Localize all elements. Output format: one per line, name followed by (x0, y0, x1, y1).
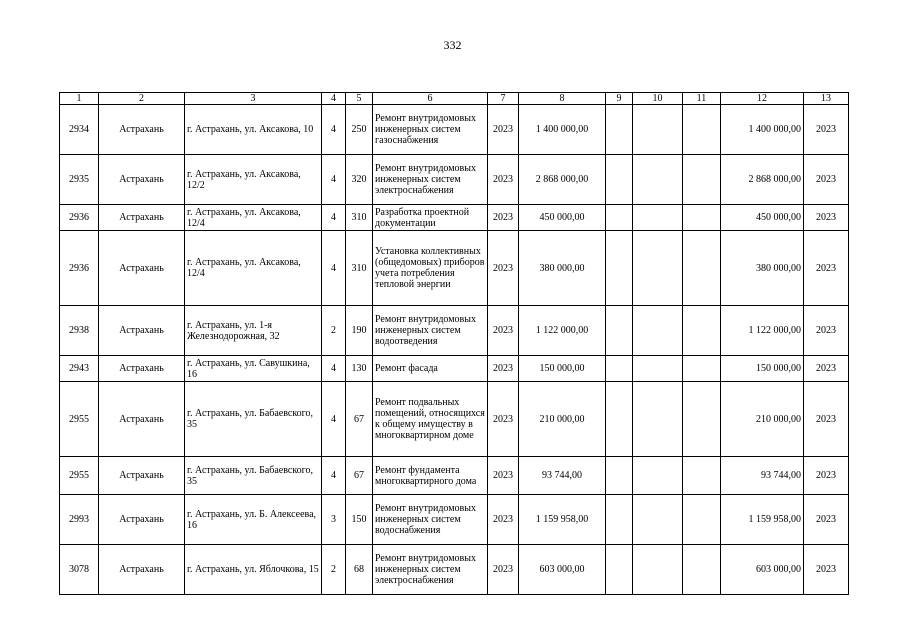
cell-address: г. Астрахань, ул. 1-я Железнодорожная, 32 (185, 306, 322, 356)
page-number: 332 (443, 38, 462, 52)
table-row (60, 382, 849, 457)
col-header: 12 (721, 93, 804, 105)
col-header: 8 (519, 93, 606, 105)
cell-city: Астрахань (99, 545, 185, 595)
cell-city: Астрахань (99, 155, 185, 205)
cell-address: г. Астрахань, ул. Савушкина, 16 (185, 356, 322, 382)
cell-address: г. Астрахань, ул. Аксакова, 12/4 (185, 205, 322, 231)
cell-col10 (633, 495, 683, 545)
cell-col12-cost: 150 000,00 (721, 356, 804, 382)
cell-year: 2023 (488, 356, 519, 382)
cell-col9 (606, 205, 633, 231)
table-row (60, 457, 849, 495)
cell-total-cost: 1 400 000,00 (519, 105, 606, 155)
cell-col12-cost: 1 400 000,00 (721, 105, 804, 155)
col-header: 2 (99, 93, 185, 105)
cell-work-type: Ремонт внутридомовых инженерных систем электроснабжения (373, 155, 488, 205)
cell-total-cost: 603 000,00 (519, 545, 606, 595)
table-row (60, 545, 849, 595)
cell-col11 (683, 356, 721, 382)
cell-col13-year: 2023 (804, 155, 849, 205)
cell-year: 2023 (488, 231, 519, 306)
cell-col11 (683, 495, 721, 545)
cell-address: г. Астрахань, ул. Яблочкова, 15 (185, 545, 322, 595)
cell-col5: 130 (346, 356, 373, 382)
cell-col11 (683, 231, 721, 306)
col-header: 1 (60, 93, 99, 105)
cell-total-cost: 380 000,00 (519, 231, 606, 306)
cell-col12-cost: 210 000,00 (721, 382, 804, 457)
cell-col10 (633, 231, 683, 306)
cell-col4: 4 (322, 356, 346, 382)
cell-col4: 4 (322, 457, 346, 495)
cell-col11 (683, 457, 721, 495)
cell-col4: 4 (322, 205, 346, 231)
col-header: 10 (633, 93, 683, 105)
cell-col9 (606, 231, 633, 306)
cell-col13-year: 2023 (804, 382, 849, 457)
column-number-row (60, 93, 849, 105)
col-header: 11 (683, 93, 721, 105)
capital-repair-table (59, 92, 849, 595)
cell-total-cost: 1 122 000,00 (519, 306, 606, 356)
cell-col13-year: 2023 (804, 545, 849, 595)
cell-year: 2023 (488, 155, 519, 205)
table-row (60, 155, 849, 205)
cell-id: 2934 (60, 105, 99, 155)
cell-year: 2023 (488, 382, 519, 457)
cell-col5: 310 (346, 205, 373, 231)
cell-col12-cost: 380 000,00 (721, 231, 804, 306)
cell-col10 (633, 356, 683, 382)
cell-col11 (683, 205, 721, 231)
cell-col10 (633, 457, 683, 495)
cell-col10 (633, 306, 683, 356)
cell-col9 (606, 155, 633, 205)
cell-col9 (606, 306, 633, 356)
cell-col13-year: 2023 (804, 231, 849, 306)
cell-work-type: Ремонт внутридомовых инженерных систем газоснабжения (373, 105, 488, 155)
col-header: 7 (488, 93, 519, 105)
table-row (60, 205, 849, 231)
cell-work-type: Ремонт фасада (373, 356, 488, 382)
cell-year: 2023 (488, 306, 519, 356)
cell-col4: 3 (322, 495, 346, 545)
cell-city: Астрахань (99, 382, 185, 457)
col-header: 3 (185, 93, 322, 105)
cell-col13-year: 2023 (804, 495, 849, 545)
cell-col5: 67 (346, 382, 373, 457)
cell-total-cost: 150 000,00 (519, 356, 606, 382)
cell-total-cost: 210 000,00 (519, 382, 606, 457)
cell-id: 2955 (60, 457, 99, 495)
cell-col4: 2 (322, 545, 346, 595)
cell-col9 (606, 105, 633, 155)
cell-id: 2993 (60, 495, 99, 545)
cell-col12-cost: 2 868 000,00 (721, 155, 804, 205)
cell-city: Астрахань (99, 205, 185, 231)
cell-work-type: Разработка проектной документации (373, 205, 488, 231)
cell-col5: 310 (346, 231, 373, 306)
cell-col11 (683, 545, 721, 595)
cell-id: 2936 (60, 231, 99, 306)
col-header: 6 (373, 93, 488, 105)
cell-work-type: Установка коллективных (общедомовых) приборов учета потребления тепловой энергии (373, 231, 488, 306)
cell-col13-year: 2023 (804, 105, 849, 155)
cell-city: Астрахань (99, 457, 185, 495)
cell-col5: 250 (346, 105, 373, 155)
cell-city: Астрахань (99, 495, 185, 545)
table-row (60, 105, 849, 155)
table-row (60, 495, 849, 545)
cell-col13-year: 2023 (804, 306, 849, 356)
cell-col5: 68 (346, 545, 373, 595)
table-row (60, 231, 849, 306)
table-body (60, 105, 849, 595)
cell-city: Астрахань (99, 306, 185, 356)
cell-year: 2023 (488, 495, 519, 545)
cell-col11 (683, 105, 721, 155)
cell-work-type: Ремонт внутридомовых инженерных систем электроснабжения (373, 545, 488, 595)
cell-total-cost: 2 868 000,00 (519, 155, 606, 205)
cell-year: 2023 (488, 545, 519, 595)
cell-col9 (606, 356, 633, 382)
cell-col12-cost: 603 000,00 (721, 545, 804, 595)
table-row (60, 356, 849, 382)
cell-col13-year: 2023 (804, 457, 849, 495)
cell-total-cost: 93 744,00 (519, 457, 606, 495)
cell-city: Астрахань (99, 356, 185, 382)
cell-col12-cost: 1 159 958,00 (721, 495, 804, 545)
cell-work-type: Ремонт фундамента многоквартирного дома (373, 457, 488, 495)
cell-col4: 4 (322, 382, 346, 457)
cell-col10 (633, 155, 683, 205)
cell-total-cost: 1 159 958,00 (519, 495, 606, 545)
cell-total-cost: 450 000,00 (519, 205, 606, 231)
cell-address: г. Астрахань, ул. Б. Алексеева, 16 (185, 495, 322, 545)
col-header: 5 (346, 93, 373, 105)
cell-col4: 4 (322, 231, 346, 306)
cell-col4: 4 (322, 155, 346, 205)
cell-col5: 190 (346, 306, 373, 356)
cell-address: г. Астрахань, ул. Аксакова, 10 (185, 105, 322, 155)
cell-col10 (633, 105, 683, 155)
cell-id: 2938 (60, 306, 99, 356)
cell-id: 2935 (60, 155, 99, 205)
cell-col12-cost: 450 000,00 (721, 205, 804, 231)
cell-col12-cost: 1 122 000,00 (721, 306, 804, 356)
cell-city: Астрахань (99, 105, 185, 155)
cell-col13-year: 2023 (804, 356, 849, 382)
col-header: 9 (606, 93, 633, 105)
cell-id: 2936 (60, 205, 99, 231)
cell-col9 (606, 457, 633, 495)
cell-city: Астрахань (99, 231, 185, 306)
cell-year: 2023 (488, 105, 519, 155)
cell-address: г. Астрахань, ул. Аксакова, 12/2 (185, 155, 322, 205)
col-header: 4 (322, 93, 346, 105)
cell-col11 (683, 382, 721, 457)
cell-col10 (633, 205, 683, 231)
cell-id: 3078 (60, 545, 99, 595)
cell-col9 (606, 495, 633, 545)
cell-address: г. Астрахань, ул. Бабаевского, 35 (185, 382, 322, 457)
cell-col12-cost: 93 744,00 (721, 457, 804, 495)
cell-col5: 67 (346, 457, 373, 495)
cell-col9 (606, 382, 633, 457)
table-row (60, 306, 849, 356)
cell-year: 2023 (488, 205, 519, 231)
cell-work-type: Ремонт внутридомовых инженерных систем водоотведения (373, 306, 488, 356)
cell-year: 2023 (488, 457, 519, 495)
cell-col11 (683, 155, 721, 205)
cell-address: г. Астрахань, ул. Аксакова, 12/4 (185, 231, 322, 306)
cell-col4: 4 (322, 105, 346, 155)
cell-col4: 2 (322, 306, 346, 356)
cell-col13-year: 2023 (804, 205, 849, 231)
cell-col10 (633, 382, 683, 457)
cell-col5: 150 (346, 495, 373, 545)
col-header: 13 (804, 93, 849, 105)
cell-col9 (606, 545, 633, 595)
cell-address: г. Астрахань, ул. Бабаевского, 35 (185, 457, 322, 495)
cell-work-type: Ремонт подвальных помещений, относящихся к общему имуществу в многоквартирном доме (373, 382, 488, 457)
cell-col10 (633, 545, 683, 595)
cell-id: 2955 (60, 382, 99, 457)
cell-id: 2943 (60, 356, 99, 382)
cell-col5: 320 (346, 155, 373, 205)
cell-col11 (683, 306, 721, 356)
cell-work-type: Ремонт внутридомовых инженерных систем водоснабжения (373, 495, 488, 545)
